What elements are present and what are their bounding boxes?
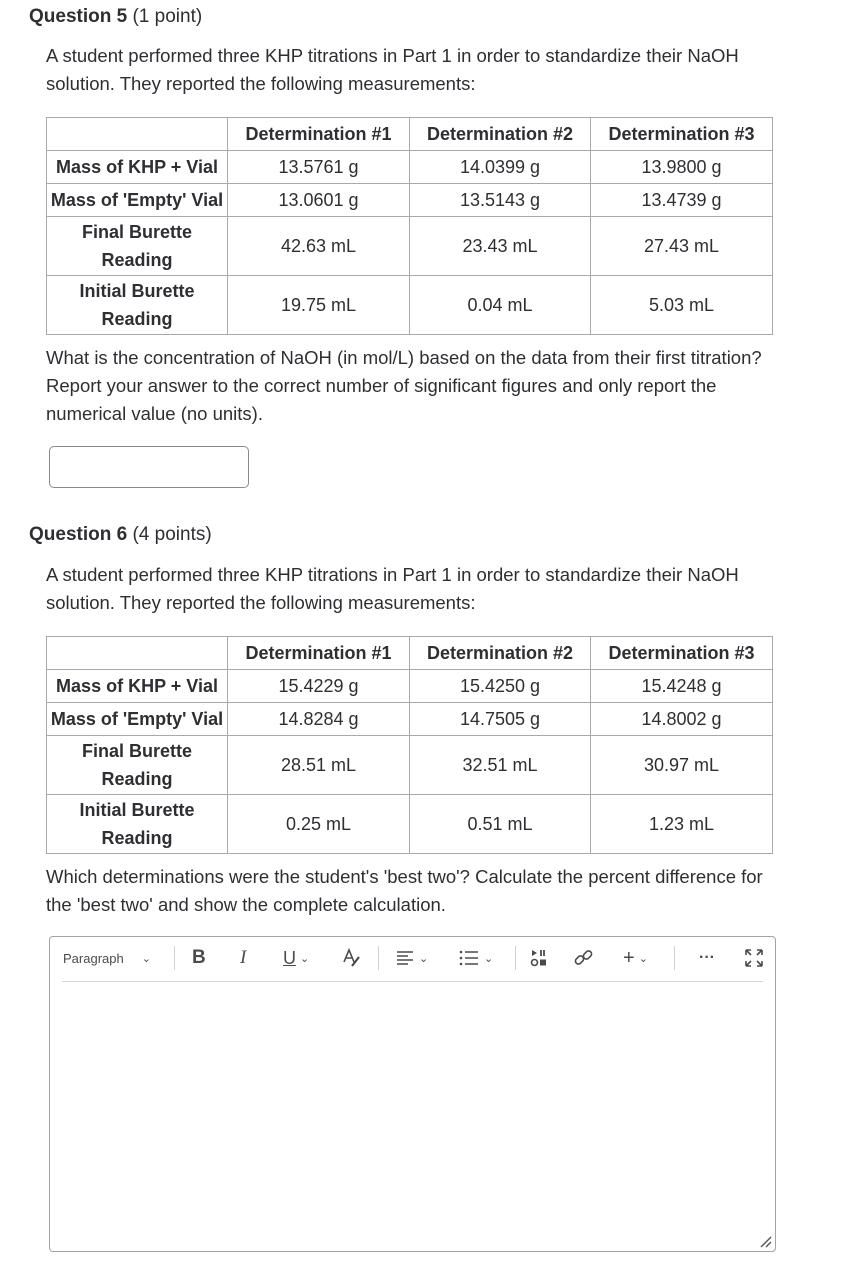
question-6-text: Which determinations were the student's 'best two'? Calculate the percent difference for the 'best two' and show the complete calculation. — [46, 866, 763, 915]
question-6-rich-text-editor — [49, 936, 776, 1252]
question-5-header — [29, 6, 202, 28]
question-5-table — [46, 117, 773, 335]
insert-stuff-button[interactable] — [623, 945, 648, 971]
table-row — [47, 795, 773, 854]
question-5-number: Question 5 — [29, 6, 128, 27]
table-cell: 1.23 mL — [591, 795, 773, 854]
align-left-icon — [395, 949, 415, 967]
chevron-down-icon: ⌄ — [300, 952, 310, 965]
fullscreen-button[interactable] — [744, 945, 764, 971]
table-corner — [47, 118, 228, 151]
table-cell: 13.5761 g — [228, 151, 410, 184]
toolbar-divider — [674, 946, 675, 970]
row-label: Mass of KHP + Vial — [47, 151, 228, 184]
row-label: Initial Burette Reading — [47, 276, 228, 335]
table-cell: 27.43 mL — [591, 217, 773, 276]
question-5-points: (1 point) — [132, 6, 203, 27]
row-label: Mass of 'Empty' Vial — [47, 184, 228, 217]
question-6-points: (4 points) — [132, 524, 212, 545]
question-6-table — [46, 636, 773, 854]
table-row — [47, 670, 773, 703]
column-header: Determination #3 — [591, 118, 773, 151]
table-cell: 15.4229 g — [228, 670, 410, 703]
question-5-answer-input[interactable] — [49, 446, 249, 488]
plus-icon: + — [623, 946, 635, 969]
question-6-intro: A student performed three KHP titrations in Part 1 in order to standardize their NaOH solution. They reported the following measurements: — [46, 564, 739, 613]
column-header: Determination #2 — [410, 637, 591, 670]
italic-button[interactable]: I — [240, 947, 247, 968]
table-cell: 14.0399 g — [410, 151, 591, 184]
table-cell: 13.0601 g — [228, 184, 410, 217]
bulleted-list-icon — [458, 949, 480, 967]
underline-button[interactable] — [283, 945, 309, 971]
resize-handle-icon[interactable] — [758, 1234, 772, 1248]
question-5-text: What is the concentration of NaOH (in mol/L) based on the data from their first titration? Report your answer to the correct number of significant figures and only report the numerical value (no units). — [46, 347, 762, 424]
chevron-down-icon: ⌄ — [638, 952, 648, 965]
question-5-intro: A student performed three KHP titrations in Part 1 in order to standardize their NaOH solution. They reported the following measurements: — [46, 45, 739, 94]
table-row — [47, 184, 773, 217]
text-format-button[interactable] — [340, 945, 362, 971]
paragraph-format-select[interactable] — [63, 945, 151, 971]
table-row — [47, 217, 773, 276]
table-row — [47, 151, 773, 184]
toolbar-divider — [378, 946, 379, 970]
row-label: Final Burette Reading — [47, 736, 228, 795]
table-cell: 19.75 mL — [228, 276, 410, 335]
underline-label: U — [283, 947, 296, 968]
editor-toolbar — [50, 937, 775, 981]
toolbar-separator — [62, 981, 763, 982]
table-cell: 0.25 mL — [228, 795, 410, 854]
paragraph-format-label: Paragraph — [63, 950, 124, 966]
row-label: Final Burette Reading — [47, 217, 228, 276]
more-options-button[interactable]: ··· — [699, 949, 715, 966]
column-header: Determination #3 — [591, 637, 773, 670]
column-header: Determination #2 — [410, 118, 591, 151]
table-cell: 14.8284 g — [228, 703, 410, 736]
table-cell: 28.51 mL — [228, 736, 410, 795]
fullscreen-icon — [744, 948, 764, 968]
question-6-number: Question 6 — [29, 524, 128, 545]
table-cell: 15.4248 g — [591, 670, 773, 703]
table-cell: 23.43 mL — [410, 217, 591, 276]
column-header: Determination #1 — [228, 637, 410, 670]
row-label: Mass of 'Empty' Vial — [47, 703, 228, 736]
media-icon — [529, 947, 551, 969]
bold-button[interactable]: B — [192, 947, 206, 968]
table-cell: 15.4250 g — [410, 670, 591, 703]
table-cell: 32.51 mL — [410, 736, 591, 795]
table-cell: 30.97 mL — [591, 736, 773, 795]
chevron-down-icon: ⌄ — [419, 952, 429, 965]
link-icon — [573, 947, 595, 969]
table-cell: 13.5143 g — [410, 184, 591, 217]
question-6-header — [29, 524, 212, 546]
insert-media-button[interactable] — [529, 945, 551, 971]
text-color-icon — [340, 947, 362, 969]
table-row — [47, 736, 773, 795]
editor-content-area[interactable] — [64, 989, 761, 1239]
chevron-down-icon: ⌄ — [484, 952, 494, 965]
list-button[interactable] — [458, 945, 493, 971]
chevron-down-icon: ⌄ — [141, 952, 151, 965]
table-cell: 13.9800 g — [591, 151, 773, 184]
table-cell: 5.03 mL — [591, 276, 773, 335]
table-corner — [47, 637, 228, 670]
table-cell: 14.8002 g — [591, 703, 773, 736]
table-cell: 42.63 mL — [228, 217, 410, 276]
align-button[interactable] — [395, 945, 428, 971]
row-label: Initial Burette Reading — [47, 795, 228, 854]
table-cell: 0.51 mL — [410, 795, 591, 854]
table-cell: 0.04 mL — [410, 276, 591, 335]
toolbar-divider — [515, 946, 516, 970]
table-cell: 13.4739 g — [591, 184, 773, 217]
table-cell: 14.7505 g — [410, 703, 591, 736]
insert-link-button[interactable] — [573, 945, 595, 971]
column-header: Determination #1 — [228, 118, 410, 151]
table-row — [47, 276, 773, 335]
toolbar-divider — [174, 946, 175, 970]
row-label: Mass of KHP + Vial — [47, 670, 228, 703]
table-row — [47, 703, 773, 736]
